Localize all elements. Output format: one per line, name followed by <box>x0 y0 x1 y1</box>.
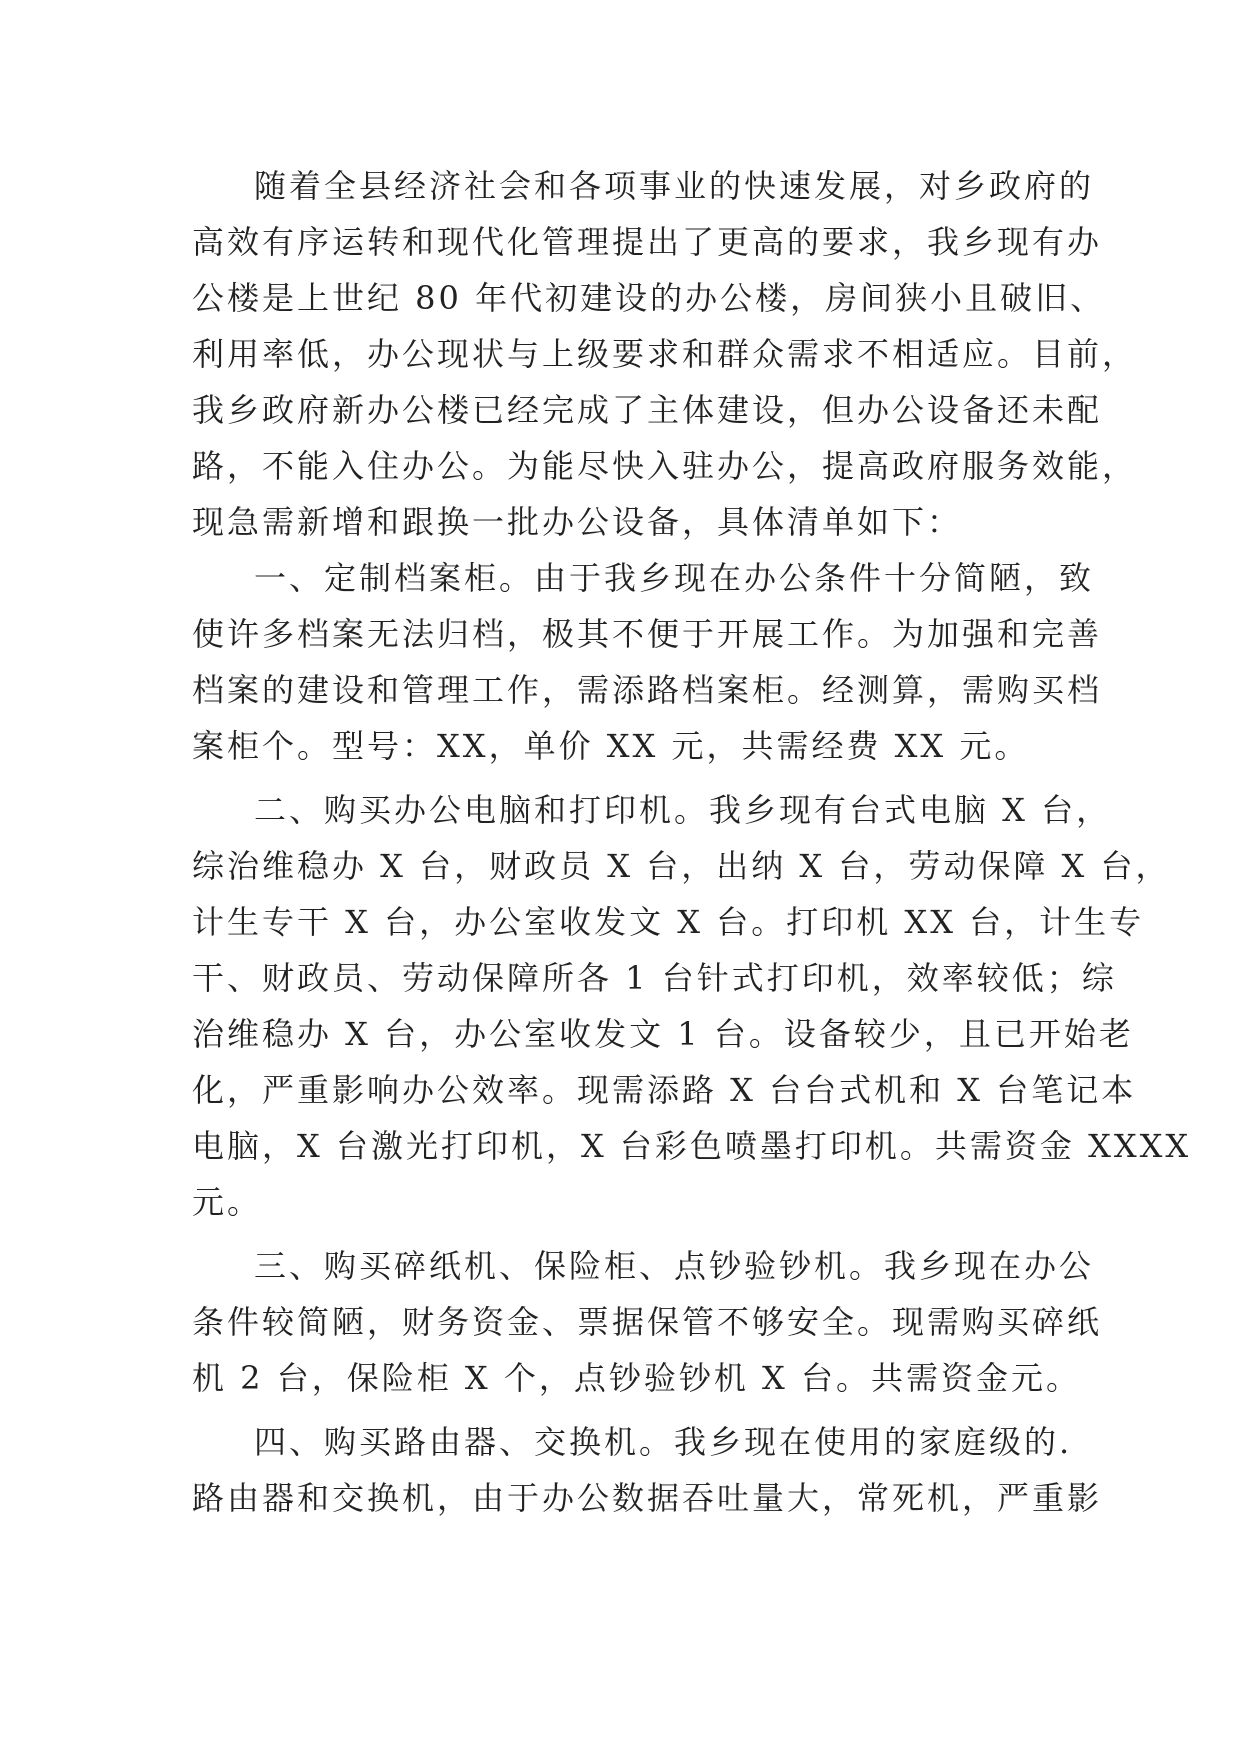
section-2-line: 计生专干 X 台，办公室收发文 X 台。打印机 XX 台，计生专 <box>192 903 1145 941</box>
paragraph-intro-line: 利用率低，办公现状与上级要求和群众需求不相适应。目前， <box>192 335 1138 373</box>
section-3-line: 条件较简陋，财务资金、票据保管不够安全。现需购买碎纸 <box>192 1303 1103 1341</box>
paragraph-intro-line: 高效有序运转和现代化管理提出了更高的要求，我乡现有办 <box>192 223 1103 261</box>
paragraph-intro-line: 随着全县经济社会和各项事业的快速发展，对乡政府的 <box>254 167 1095 205</box>
section-2-line: 二、购买办公电脑和打印机。我乡现有台式电脑 X 台， <box>254 791 1112 829</box>
section-1-line: 档案的建设和管理工作，需添路档案柜。经测算，需购买档 <box>192 671 1103 709</box>
section-2-line: 化，严重影响办公效率。现需添路 X 台台式机和 X 台笔记本 <box>192 1071 1137 1109</box>
section-2-line: 综治维稳办 X 台，财政员 X 台，出纳 X 台，劳动保障 X 台， <box>192 847 1171 885</box>
section-1-line: 案柜个。型号：XX，单价 XX 元，共需经费 XX 元。 <box>192 727 1030 765</box>
section-2-line: 元。 <box>192 1183 263 1221</box>
paragraph-gap <box>192 774 1052 782</box>
section-2-line: 治维稳办 X 台，办公室收发文 1 台。设备较少，且已开始老 <box>192 1015 1134 1053</box>
section-4-line: 路由器和交换机，由于办公数据吞吐量大，常死机，严重影 <box>192 1479 1103 1517</box>
section-3-line: 三、购买碎纸机、保险柜、点钞验钞机。我乡现在办公 <box>254 1247 1095 1285</box>
section-4-line: 四、购买路由器、交换机。我乡现在使用的家庭级的. <box>254 1423 1073 1461</box>
section-2-line: 电脑，X 台激光打印机，X 台彩色喷墨打印机。共需资金 XXXX <box>192 1127 1192 1165</box>
paragraph-intro-line: 公楼是上世纪 80 年代初建设的办公楼，房间狭小且破旧、 <box>192 279 1106 317</box>
paragraph-gap <box>192 1406 1052 1414</box>
section-2-line: 干、财政员、劳动保障所各 1 台针式打印机，效率较低；综 <box>192 959 1117 997</box>
document-body <box>192 158 1192 1526</box>
section-1-line: 使许多档案无法归档，极其不便于开展工作。为加强和完善 <box>192 615 1103 653</box>
paragraph-gap <box>192 1230 1052 1238</box>
paragraph-intro-line: 我乡政府新办公楼已经完成了主体建设，但办公设备还未配 <box>192 391 1103 429</box>
paragraph-intro-line: 现急需新增和跟换一批办公设备，具体清单如下： <box>192 503 963 541</box>
section-1-line: 一、定制档案柜。由于我乡现在办公条件十分简陋，致 <box>254 559 1095 597</box>
paragraph-intro-line: 路，不能入住办公。为能尽快入驻办公，提高政府服务效能， <box>192 447 1138 485</box>
section-3-line: 机 2 台，保险柜 X 个，点钞验钞机 X 台。共需资金元。 <box>192 1359 1081 1397</box>
